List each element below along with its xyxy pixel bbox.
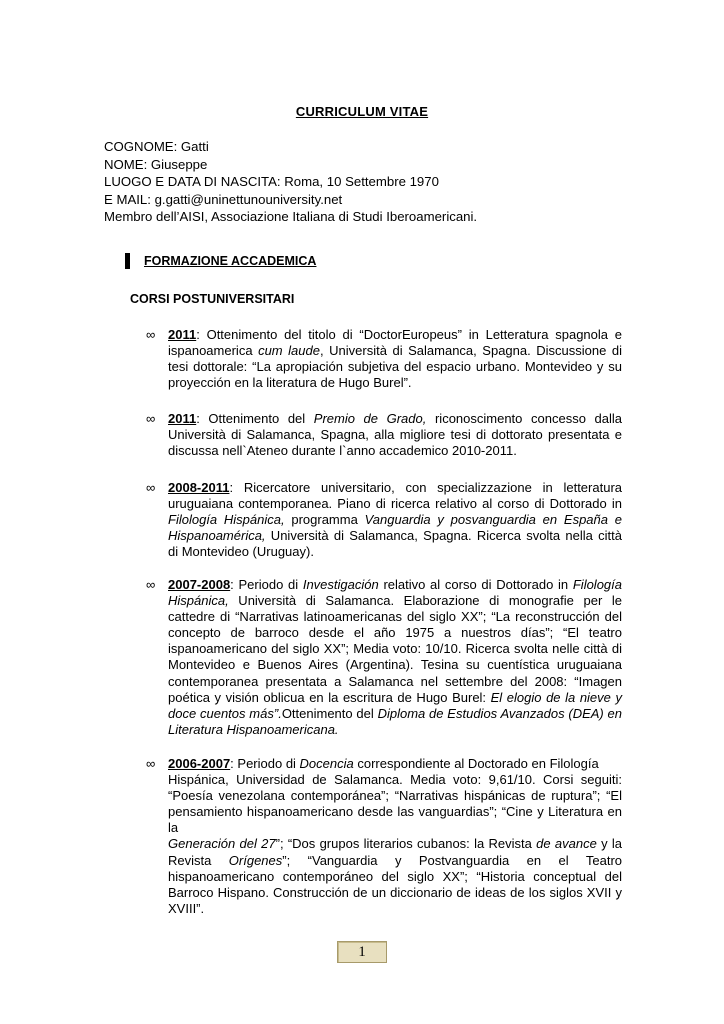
infinity-bullet-icon: ∞ <box>146 480 156 495</box>
infinity-bullet-icon: ∞ <box>146 577 156 592</box>
section-title: FORMAZIONE ACCADEMICA <box>144 254 317 268</box>
infinity-bullet-icon: ∞ <box>146 411 156 426</box>
personal-info <box>104 138 477 226</box>
entry-year: 2007-2008 <box>168 577 231 592</box>
entry-text: 2006-2007: Periodo di Docencia correspondiente al Doctorado en Filología Hispánica, Universidad de Salamanca. Media voto: 9,61/10. Corsi seguiti: “Poesía venezolana contemporánea”; “Narrativas hispánicas de ruptura”; “El pensamiento hispanoamericano desde las vanguardias”; “Cine y Literatura en la Generación del 27”; “Dos grupos literarios cubanos: la Revista de avance y la Revista Orígenes”; “Vanguardia y Postvanguardia en el Teatro hispanoamericano contemporáneo del siglo XX”; “Historia conceptual del Barroco Hispano. Construcción de un diccionario de ideas de los siglos XVII y XVIII”. <box>168 756 622 916</box>
section-marker-icon <box>125 253 130 269</box>
entry-text: 2011: Ottenimento del Premio de Grado, riconoscimento concesso dalla Università di Salamanca, Spagna, alla migliore tesi di dottorato presentata e discussa nell`Ateneo durante l`anno accademico 2010-2011. <box>168 411 622 459</box>
infinity-bullet-icon: ∞ <box>146 327 156 342</box>
entry-year: 2011 <box>168 327 197 342</box>
list-item <box>146 480 622 560</box>
entry-text: 2011: Ottenimento del titolo di “DoctorEuropeus” in Letteratura spagnola e ispanoamerica cum laude, Università di Salamanca, Spagna. Discussione di tesi dottorale: “La apropiación subjetiva del espacio urbano. Montevideo y su proyección en la literatura de Hugo Burel”. <box>168 327 622 391</box>
entry-text: 2007-2008: Periodo di Investigación relativo al corso di Dottorado in Filología Hispánica, Università di Salamanca. Elaborazione di monografie per le cattedre di “Narrativas latinoamericanas del siglo XX”; “La reconstrucción del concepto de barroco desde el año 1975 a nuestros días”; “El teatro ispanoamericano del siglo XX”; Media voto: 10/10. Ricerca svolta nelle città di Montevideo e Buenos Aires (Argentina). Tesina su cuentística uruguaiana contemporanea presentata a Salamanca nel settembre del 2008: “Imagen poética y visión oblicua en la escritura de Hugo Burel: El elogio de la nieve y doce cuentos más”.Ottenimento del Diploma de Estudios Avanzados (DEA) en Literatura Hispanoamericana. <box>168 577 623 737</box>
entry-year: 2011 <box>168 411 197 426</box>
infinity-bullet-icon: ∞ <box>146 756 156 771</box>
list-item <box>146 756 622 917</box>
document-title: CURRICULUM VITAE <box>295 104 429 119</box>
section-heading <box>125 253 316 269</box>
surname-line: COGNOME: Gatti <box>104 139 209 154</box>
email-line: E MAIL: g.gatti@uninettunouniversity.net <box>104 191 343 207</box>
entry-text: 2008-2011: Ricercatore universitario, con specializzazione in letteratura uruguaiana contemporanea. Piano di ricerca relativo al corso di Dottorado in Filología Hispánica, programma Vanguardia y posvanguardia en España e Hispanoamérica, Università di Salamanca, Spagna. Ricerca svolta nella città di Montevideo (Uruguay). <box>168 480 622 560</box>
list-item <box>146 411 622 459</box>
page-number: 1 <box>337 941 387 963</box>
list-item <box>146 327 622 391</box>
list-item <box>146 577 622 738</box>
subsection-heading: CORSI POSTUNIVERSITARI <box>130 292 295 306</box>
name-line: NOME: Giuseppe <box>104 156 208 172</box>
entry-year: 2008-2011 <box>168 480 230 495</box>
entry-year: 2006-2007 <box>168 756 231 771</box>
membership-line: Membro dell’AISI, Associazione Italiana di Studi Iberoamericani. <box>104 209 478 224</box>
birth-line: LUOGO E DATA DI NASCITA: Roma, 10 Settembre 1970 <box>104 174 439 189</box>
